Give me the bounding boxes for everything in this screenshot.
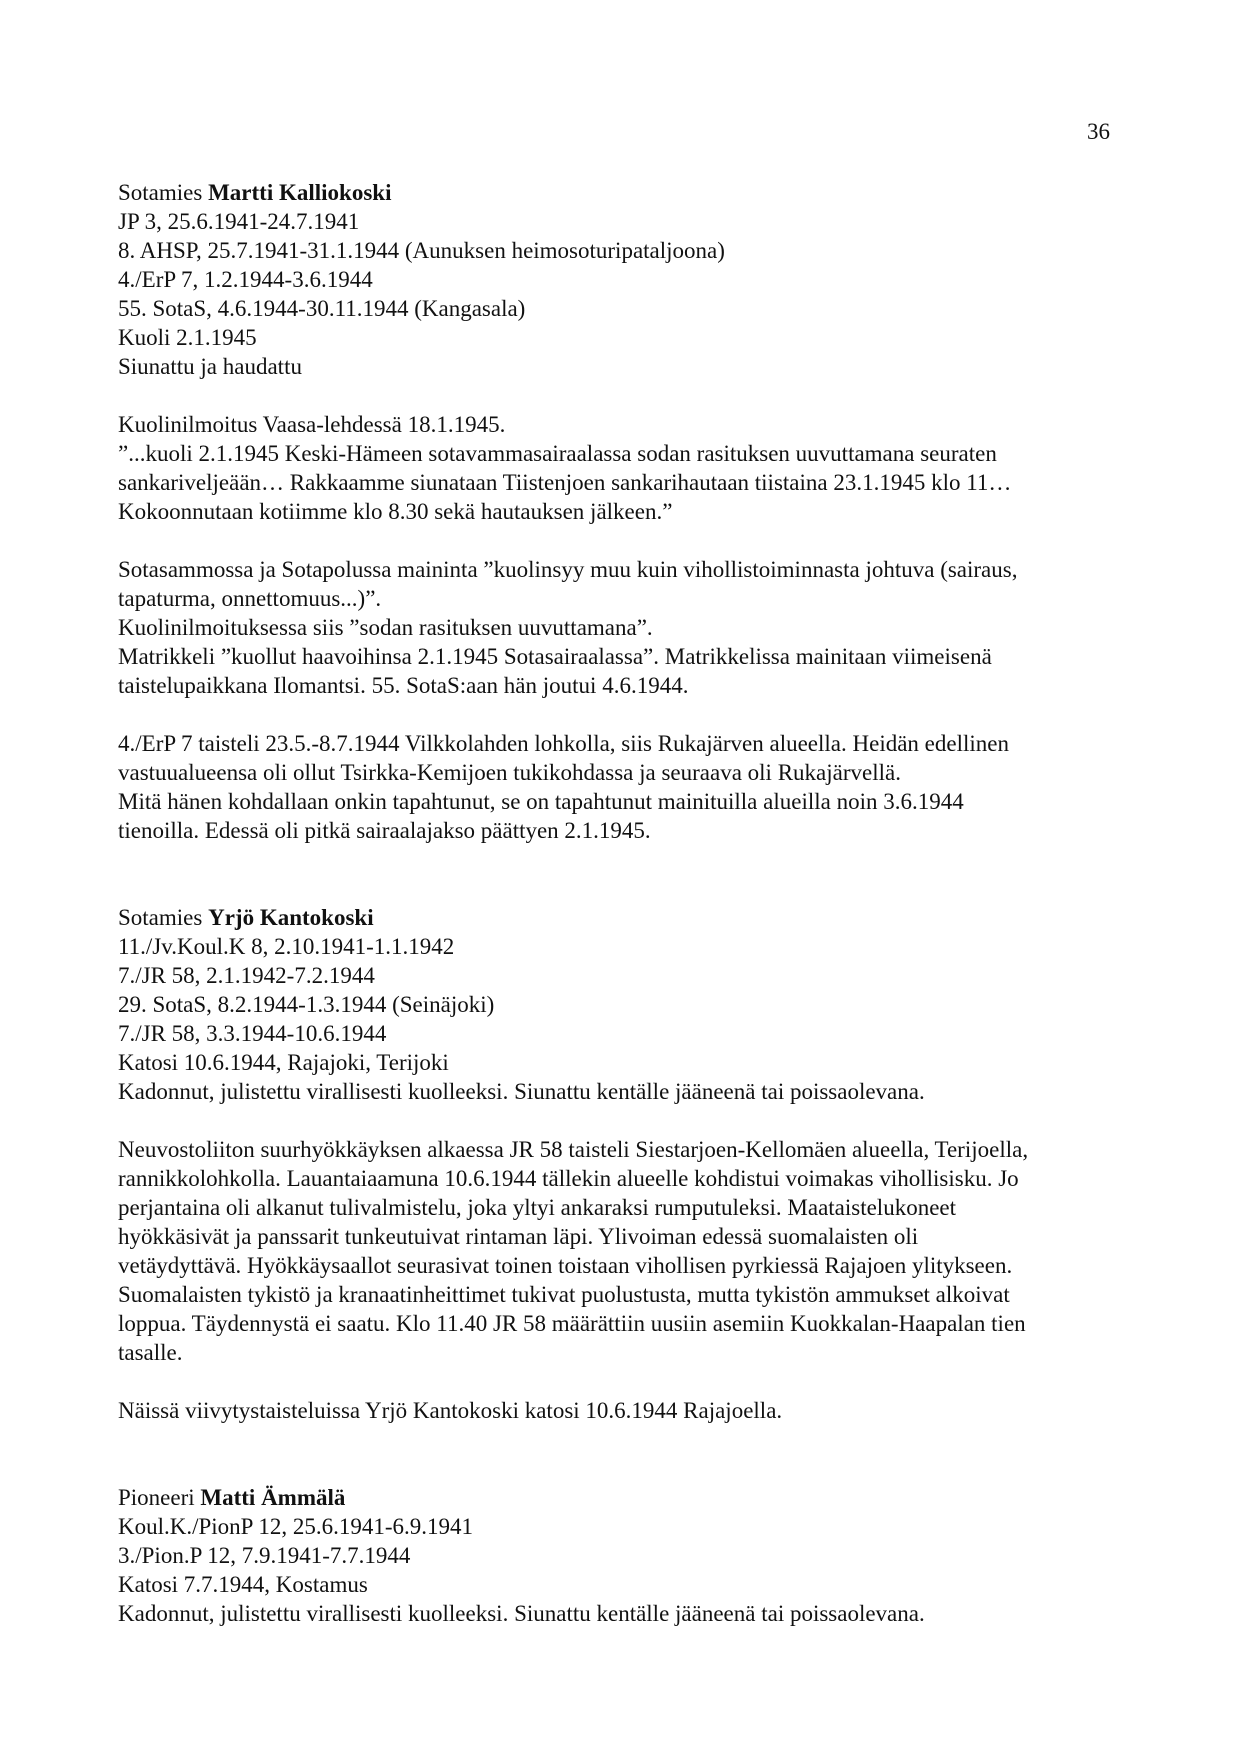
paragraph-line: Neuvostoliiton suurhyökkäyksen alkaessa JR 58 taisteli Siestarjoen-Kellomäen alueella, Terijoella, [118,1137,1029,1162]
paragraph [118,555,1128,700]
service-line: Kadonnut, julistettu virallisesti kuolleeksi. Siunattu kentälle jääneenä tai poissaolevana. [118,1079,925,1104]
soldier-rank: Sotamies [118,180,203,205]
paragraph-line: hyökkäsivät ja panssarit tunkeutuivat rintaman läpi. Ylivoiman edessä suomalaisten oli [118,1224,919,1249]
service-line: 7./JR 58, 3.3.1944-10.6.1944 [118,1021,387,1046]
soldier-rank: Sotamies [118,905,203,930]
service-line: 11./Jv.Koul.K 8, 2.10.1941-1.1.1942 [118,934,455,959]
service-line: 55. SotaS, 4.6.1944-30.11.1944 (Kangasala) [118,296,526,321]
soldier-name: Yrjö Kantokoski [208,905,374,930]
soldier-heading [118,1483,1128,1512]
soldier-heading [118,178,1128,207]
service-line: 4./ErP 7, 1.2.1944-3.6.1944 [118,267,373,292]
paragraph-line: Näissä viivytystaisteluissa Yrjö Kantokoski katosi 10.6.1944 Rajajoella. [118,1398,783,1423]
paragraph-line: ”...kuoli 2.1.1945 Keski-Hämeen sotavammasairaalassa sodan rasituksen uuvuttamana seuraten [118,441,997,466]
soldier-heading [118,903,1128,932]
service-line: Katosi 10.6.1944, Rajajoki, Terijoki [118,1050,449,1075]
paragraph [118,729,1128,845]
paragraph [118,1135,1128,1367]
service-line: Katosi 7.7.1944, Kostamus [118,1572,368,1597]
paragraph-line: tasalle. [118,1340,183,1365]
paragraph-line: Matrikkeli ”kuollut haavoihinsa 2.1.1945 Sotasairaalassa”. Matrikkelissa mainitaan viimeisenä [118,644,992,669]
paragraph-line: Sotasammossa ja Sotapolussa maininta ”kuolinsyy muu kuin vihollistoiminnasta johtuva (sairaus, [118,557,1018,582]
soldier-entry-ammala [118,1483,1128,1628]
paragraph-line: sankariveljeään… Rakkaamme siunataan Tiistenjoen sankarihautaan tiistaina 23.1.1945 klo 11… [118,470,1012,495]
paragraph-line: Suomalaisten tykistö ja kranaatinheittimet tukivat puolustusta, mutta tykistön ammukset alkoivat [118,1282,1010,1307]
document-body [118,178,1128,1628]
service-line: JP 3, 25.6.1941-24.7.1941 [118,209,360,234]
paragraph-line: 4./ErP 7 taisteli 23.5.-8.7.1944 Vilkkolahden lohkolla, siis Rukajärven alueella. Heidän edellinen [118,731,1009,756]
service-line: 7./JR 58, 2.1.1942-7.2.1944 [118,963,375,988]
page-number: 36 [1087,119,1110,144]
service-line: Kadonnut, julistettu virallisesti kuolleeksi. Siunattu kentälle jääneenä tai poissaolevana. [118,1601,925,1626]
paragraph-line: tapaturma, onnettomuus...)”. [118,586,382,611]
paragraph [118,410,1128,526]
service-line: Koul.K./PionP 12, 25.6.1941-6.9.1941 [118,1514,474,1539]
paragraph-line: tienoilla. Edessä oli pitkä sairaalajakso päättyen 2.1.1945. [118,818,651,843]
service-line: 29. SotaS, 8.2.1944-1.3.1944 (Seinäjoki) [118,992,495,1017]
paragraph-line: Kuolinilmoituksessa siis ”sodan rasituksen uuvuttamana”. [118,615,653,640]
paragraph-line: vastuualueensa oli ollut Tsirkka-Kemijoen tukikohdassa ja seuraava oli Rukajärvellä. [118,760,901,785]
paragraph-line: Mitä hänen kohdallaan onkin tapahtunut, se on tapahtunut mainituilla alueilla noin 3.6.1944 [118,789,964,814]
soldier-name: Matti Ämmälä [200,1485,346,1510]
paragraph [118,1396,1128,1425]
soldier-entry-kalliokoski [118,178,1128,845]
paragraph-line: Kokoonnutaan kotiimme klo 8.30 sekä hautauksen jälkeen.” [118,499,673,524]
paragraph-line: taistelupaikkana Ilomantsi. 55. SotaS:aan hän joutui 4.6.1944. [118,673,689,698]
paragraph-line: Kuolinilmoitus Vaasa-lehdessä 18.1.1945. [118,412,506,437]
paragraph-line: perjantaina oli alkanut tulivalmistelu, joka yltyi ankaraksi rumputuleksi. Maataistelukoneet [118,1195,957,1220]
paragraph-line: vetäydyttävä. Hyökkäysaallot seurasivat toinen toistaan vihollisen pyrkiessä Rajajoen ylitykseen. [118,1253,1013,1278]
soldier-entry-kantokoski [118,903,1128,1425]
paragraph-line: rannikkolohkolla. Lauantaiaamuna 10.6.1944 tällekin alueelle kohdistui voimakas vihollisisku. Jo [118,1166,1019,1191]
soldier-rank: Pioneeri [118,1485,195,1510]
soldier-name: Martti Kalliokoski [208,180,392,205]
service-line: Kuoli 2.1.1945 [118,325,257,350]
service-line: Siunattu ja haudattu [118,354,302,379]
service-line: 8. AHSP, 25.7.1941-31.1.1944 (Aunuksen heimosoturipataljoona) [118,238,725,263]
paragraph-line: loppua. Täydennystä ei saatu. Klo 11.40 JR 58 määrättiin uusiin asemiin Kuokkalan-Haapalan tien [118,1311,1026,1336]
service-line: 3./Pion.P 12, 7.9.1941-7.7.1944 [118,1543,411,1568]
